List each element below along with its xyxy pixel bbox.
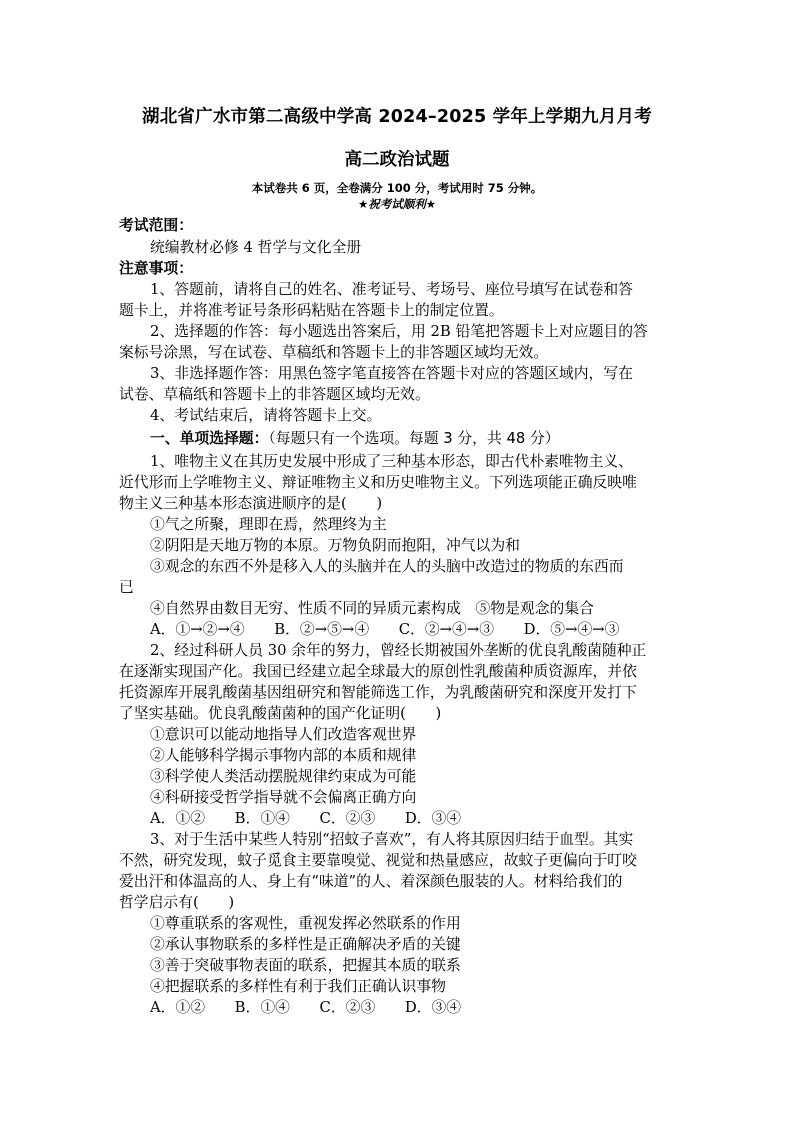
note-line: 3、非选择题作答：用黑色签字笔直接答在答题卡对应的答题区域内，写在 bbox=[150, 365, 633, 382]
q2-line: 在逐渐实现国产化。我国已经建立起全球最大的原创性乳酸菌种质资源库，并依 bbox=[119, 663, 637, 680]
q2-line: 托资源库开展乳酸菌基因组研究和智能筛选工作，为乳酸菌研究和深度开发打下 bbox=[119, 684, 637, 701]
note-line: 案标号涂黑，写在试卷、草稿纸和答题卡上的非答题区域均无效。 bbox=[119, 344, 549, 361]
q1-answers: A．①→②→④ B．②→⑤→④ C．②→④→③ D．⑤→④→③ bbox=[150, 621, 620, 638]
q2-line: 了坚实基础。优良乳酸菌菌种的国产化证明( ) bbox=[119, 705, 442, 722]
q1-line: 物主义三种基本形态演进顺序的是( ) bbox=[119, 495, 383, 512]
q2-option: ④科研接受哲学指导就不会偏离正确方向 bbox=[150, 789, 417, 806]
q2-answers: A．①② B．①④ C．②③ D．③④ bbox=[150, 810, 462, 827]
q1-line: 已 bbox=[119, 579, 134, 596]
note-line: 试卷、草稿纸和答题卡上的非答题区域均无效。 bbox=[119, 386, 430, 403]
q1-option: ③观念的东西不外是移入人的头脑并在人的头脑中改造过的物质的东西而 bbox=[150, 558, 624, 575]
q2-line: 2、经过科研人员 30 余年的努力，曾经长期被国外垄断的优良乳酸菌随种正 bbox=[150, 642, 647, 659]
notes-label: 注意事项： bbox=[119, 260, 193, 277]
section-heading bbox=[150, 429, 560, 449]
q2-option: ②人能够科学揭示事物内部的本质和规律 bbox=[150, 747, 417, 764]
scope-content: 统编教材必修 4 哲学与文化全册 bbox=[150, 239, 362, 256]
scope-label: 考试范围： bbox=[119, 217, 193, 234]
note-line: 4、考试结束后，请将答题卡上交。 bbox=[150, 407, 382, 424]
q3-line: 不然，研究发现，蚊子觅食主要靠嗅觉、视觉和热量感应，故蚊子更偏向于叮咬 bbox=[119, 852, 637, 869]
q1-option: ①气之所聚，理即在焉，然理终为主 bbox=[150, 516, 387, 533]
q1-option: ②阴阳是天地万物的本原。万物负阴而抱阳，冲气以为和 bbox=[150, 537, 520, 554]
exam-subtitle: 高二政治试题 bbox=[344, 150, 450, 170]
good-luck-line: ★祝考试顺利★ bbox=[357, 197, 437, 211]
note-line: 1、答题前，请将自己的姓名、准考证号、考场号、座位号填写在试卷和答 bbox=[150, 281, 633, 298]
q1-option: ④自然界由数目无穷、性质不同的异质元素构成 ⑤物是观念的集合 bbox=[150, 600, 594, 617]
q1-line: 1、唯物主义在其历史发展中形成了三种基本形态，即古代朴素唯物主义、 bbox=[150, 453, 633, 470]
q3-option: ④把握联系的多样性有利于我们正确认识事物 bbox=[150, 978, 446, 995]
exam-info: 本试卷共 6 页，全卷满分 100 分，考试用时 75 分钟。 bbox=[251, 181, 543, 195]
q3-option: ②承认事物联系的多样性是正确解决矛盾的关键 bbox=[150, 936, 461, 953]
q2-option: ③科学使人类活动摆脱规律约束成为可能 bbox=[150, 768, 417, 785]
q2-option: ①意识可以能动地指导人们改造客观世界 bbox=[150, 726, 417, 743]
q3-line: 爱出汗和体温高的人、身上有“味道”的人、着深颜色服装的人。材料给我们的 bbox=[119, 873, 623, 890]
note-line: 题卡上，并将准考证号条形码粘贴在答题卡上的制定位置。 bbox=[119, 302, 504, 319]
q3-option: ③善于突破事物表面的联系，把握其本质的联系 bbox=[150, 957, 461, 974]
exam-title: 湖北省广水市第二高级中学高 2024–2025 学年上学期九月月考 bbox=[142, 107, 652, 127]
section-title: 一、单项选择题： bbox=[150, 430, 269, 447]
q3-line: 哲学启示有( ) bbox=[119, 894, 235, 911]
q1-line: 近代形而上学唯物主义、辩证唯物主义和历史唯物主义。下列选项能正确反映唯 bbox=[119, 474, 637, 491]
q3-option: ①尊重联系的客观性，重视发挥必然联系的作用 bbox=[150, 915, 461, 932]
note-line: 2、选择题的作答：每小题选出答案后，用 2B 铅笔把答题卡上对应题目的答 bbox=[150, 323, 648, 340]
section-desc: （每题只有一个选项。每题 3 分，共 48 分） bbox=[268, 430, 560, 447]
q3-answers: A．①② B．①④ C．②③ D．③④ bbox=[150, 999, 462, 1016]
q3-line: 3、对于生活中某些人特别“招蚊子喜欢”，有人将其原因归结于血型。其实 bbox=[150, 831, 634, 848]
